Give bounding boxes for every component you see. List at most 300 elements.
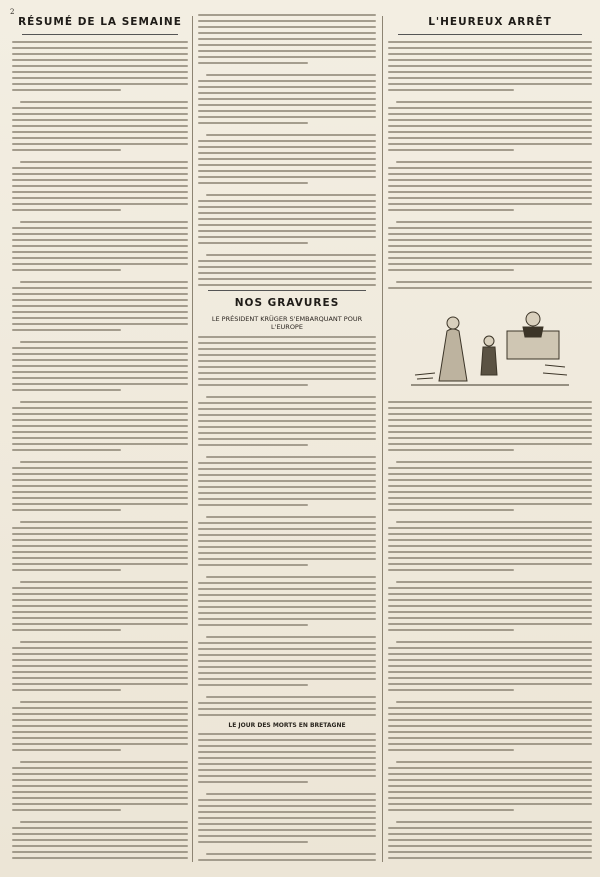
text-line bbox=[198, 44, 376, 46]
text-line bbox=[12, 773, 188, 775]
text-line bbox=[388, 527, 592, 529]
text-line bbox=[198, 552, 376, 554]
text-line bbox=[388, 785, 592, 787]
text-line bbox=[198, 38, 376, 40]
text-line bbox=[12, 251, 188, 253]
text-line bbox=[198, 751, 376, 753]
text-line bbox=[198, 402, 376, 404]
text-line bbox=[388, 839, 592, 841]
text-line bbox=[388, 113, 592, 115]
text-line bbox=[388, 749, 514, 751]
text-line bbox=[198, 841, 308, 843]
text-line bbox=[12, 611, 188, 613]
text-line bbox=[12, 353, 188, 355]
text-line bbox=[388, 587, 592, 589]
text-line bbox=[12, 113, 188, 115]
text-line bbox=[198, 684, 308, 686]
text-line bbox=[388, 449, 514, 451]
text-line bbox=[388, 653, 592, 655]
story-text-bottom bbox=[388, 401, 592, 862]
text-line bbox=[388, 269, 514, 271]
text-line bbox=[388, 563, 592, 565]
text-line bbox=[198, 224, 376, 226]
text-line bbox=[198, 781, 308, 783]
text-line bbox=[12, 545, 188, 547]
text-line bbox=[12, 323, 188, 325]
text-line bbox=[198, 32, 376, 34]
text-line bbox=[198, 642, 376, 644]
text-line bbox=[198, 278, 376, 280]
engraving-subtitle-bretagne: LE JOUR DES MORTS EN BRETAGNE bbox=[228, 722, 346, 729]
text-line bbox=[388, 833, 592, 835]
column-middle bbox=[198, 14, 376, 862]
text-line bbox=[198, 152, 376, 154]
text-line bbox=[388, 467, 592, 469]
text-line bbox=[396, 761, 592, 763]
text-line bbox=[388, 827, 592, 829]
text-line bbox=[12, 539, 188, 541]
page-number: 2 bbox=[10, 8, 15, 16]
text-line bbox=[388, 779, 592, 781]
text-line bbox=[198, 769, 376, 771]
text-line bbox=[388, 77, 592, 79]
text-line bbox=[388, 137, 592, 139]
text-line bbox=[388, 107, 592, 109]
text-line bbox=[388, 557, 592, 559]
text-line bbox=[388, 539, 592, 541]
text-line bbox=[12, 827, 188, 829]
text-line bbox=[388, 431, 592, 433]
text-line bbox=[198, 486, 376, 488]
text-line bbox=[198, 26, 376, 28]
text-line bbox=[388, 545, 592, 547]
text-line bbox=[12, 47, 188, 49]
text-line bbox=[388, 143, 592, 145]
text-line bbox=[388, 263, 592, 265]
text-line bbox=[388, 89, 514, 91]
text-line bbox=[198, 20, 376, 22]
text-line bbox=[12, 257, 188, 259]
text-line bbox=[198, 122, 308, 124]
text-line bbox=[198, 648, 376, 650]
text-line bbox=[12, 605, 188, 607]
text-line bbox=[388, 473, 592, 475]
text-line bbox=[198, 492, 376, 494]
text-line bbox=[388, 479, 592, 481]
text-line bbox=[12, 851, 188, 853]
text-line bbox=[198, 588, 376, 590]
text-line bbox=[198, 805, 376, 807]
text-line bbox=[388, 497, 592, 499]
text-line bbox=[12, 443, 188, 445]
text-line bbox=[198, 384, 308, 386]
column-rule bbox=[192, 16, 193, 862]
text-line bbox=[12, 233, 188, 235]
text-line bbox=[12, 593, 188, 595]
text-line bbox=[12, 749, 121, 751]
text-line bbox=[12, 833, 188, 835]
text-line bbox=[198, 799, 376, 801]
text-line bbox=[198, 92, 376, 94]
text-line bbox=[12, 371, 188, 373]
text-line bbox=[198, 480, 376, 482]
text-line bbox=[12, 623, 188, 625]
text-line bbox=[12, 725, 188, 727]
text-line bbox=[388, 767, 592, 769]
text-line bbox=[198, 378, 376, 380]
article-text-top bbox=[198, 14, 376, 286]
text-line bbox=[198, 360, 376, 362]
text-line bbox=[198, 462, 376, 464]
text-line bbox=[388, 131, 592, 133]
text-line bbox=[12, 41, 188, 43]
text-line bbox=[198, 672, 376, 674]
text-line bbox=[198, 420, 376, 422]
text-line bbox=[20, 461, 188, 463]
text-line bbox=[388, 437, 592, 439]
text-line bbox=[198, 164, 376, 166]
text-line bbox=[12, 263, 188, 265]
text-line bbox=[388, 617, 592, 619]
text-line bbox=[388, 443, 592, 445]
text-line bbox=[12, 659, 188, 661]
text-line bbox=[388, 593, 592, 595]
text-line bbox=[388, 251, 592, 253]
text-line bbox=[396, 581, 592, 583]
section-title-gravures: NOS GRAVURES bbox=[234, 297, 340, 309]
text-line bbox=[198, 140, 376, 142]
article-text-bretagne bbox=[198, 733, 376, 862]
text-line bbox=[388, 125, 592, 127]
text-line bbox=[198, 624, 308, 626]
text-line bbox=[12, 503, 188, 505]
text-line bbox=[20, 161, 188, 163]
text-line bbox=[12, 509, 121, 511]
text-line bbox=[12, 137, 188, 139]
text-line bbox=[12, 473, 188, 475]
text-line bbox=[388, 551, 592, 553]
text-line bbox=[12, 533, 188, 535]
text-line bbox=[20, 641, 188, 643]
text-line bbox=[20, 341, 188, 343]
text-line bbox=[388, 203, 592, 205]
text-line bbox=[198, 284, 376, 286]
text-line bbox=[206, 396, 376, 398]
court-illustration bbox=[405, 297, 575, 393]
text-line bbox=[388, 665, 592, 667]
text-line bbox=[388, 797, 592, 799]
text-line bbox=[12, 491, 188, 493]
text-line bbox=[20, 581, 188, 583]
text-line bbox=[198, 606, 376, 608]
text-line bbox=[12, 779, 188, 781]
text-line bbox=[12, 107, 188, 109]
article-text-kruger bbox=[198, 336, 376, 716]
text-line bbox=[12, 59, 188, 61]
text-line bbox=[12, 305, 188, 307]
text-line bbox=[198, 342, 376, 344]
text-line bbox=[388, 53, 592, 55]
column-title: RÉSUMÉ DE LA SEMAINE bbox=[18, 16, 182, 28]
text-line bbox=[20, 701, 188, 703]
text-line bbox=[206, 576, 376, 578]
text-line bbox=[12, 179, 188, 181]
text-line bbox=[12, 737, 188, 739]
text-line bbox=[388, 845, 592, 847]
text-line bbox=[12, 599, 188, 601]
text-line bbox=[388, 611, 592, 613]
text-line bbox=[388, 227, 592, 229]
text-line bbox=[198, 829, 376, 831]
text-line bbox=[12, 437, 188, 439]
text-line bbox=[198, 230, 376, 232]
text-line bbox=[12, 653, 188, 655]
text-line bbox=[388, 725, 592, 727]
text-line bbox=[12, 377, 188, 379]
text-line bbox=[388, 809, 514, 811]
text-line bbox=[12, 245, 188, 247]
text-line bbox=[20, 521, 188, 523]
text-line bbox=[198, 158, 376, 160]
text-line bbox=[198, 745, 376, 747]
text-line bbox=[198, 763, 376, 765]
text-line bbox=[198, 80, 376, 82]
text-line bbox=[198, 98, 376, 100]
text-line bbox=[20, 221, 188, 223]
text-line bbox=[198, 348, 376, 350]
column-story bbox=[388, 14, 592, 862]
text-line bbox=[206, 636, 376, 638]
text-line bbox=[388, 425, 592, 427]
text-line bbox=[396, 521, 592, 523]
text-line bbox=[20, 401, 188, 403]
text-line bbox=[198, 708, 376, 710]
text-line bbox=[388, 803, 592, 805]
text-line bbox=[396, 701, 592, 703]
text-line bbox=[198, 714, 376, 716]
text-line bbox=[12, 173, 188, 175]
text-line bbox=[12, 713, 188, 715]
text-line bbox=[12, 209, 121, 211]
text-line bbox=[198, 733, 376, 735]
text-line bbox=[388, 197, 592, 199]
text-line bbox=[198, 14, 376, 16]
text-line bbox=[206, 516, 376, 518]
text-line bbox=[12, 293, 188, 295]
text-line bbox=[396, 221, 592, 223]
text-line bbox=[388, 65, 592, 67]
text-line bbox=[198, 612, 376, 614]
text-line bbox=[198, 86, 376, 88]
text-line bbox=[198, 823, 376, 825]
text-line bbox=[12, 767, 188, 769]
text-line bbox=[12, 809, 121, 811]
text-line bbox=[198, 110, 376, 112]
text-line bbox=[20, 281, 188, 283]
text-line bbox=[198, 242, 308, 244]
article-text-resume bbox=[12, 41, 188, 862]
text-line bbox=[388, 167, 592, 169]
text-line bbox=[12, 227, 188, 229]
text-line bbox=[198, 56, 376, 58]
text-line bbox=[12, 299, 188, 301]
text-line bbox=[12, 311, 188, 313]
text-line bbox=[206, 853, 376, 855]
text-line bbox=[12, 845, 188, 847]
court-sketch-image bbox=[405, 297, 575, 393]
text-line bbox=[388, 41, 592, 43]
text-line bbox=[12, 347, 188, 349]
engraving-subtitle: LE PRÉSIDENT KRÜGER S'EMBARQUANT POUR L'EUROPE bbox=[211, 315, 363, 331]
text-line bbox=[198, 146, 376, 148]
text-line bbox=[388, 239, 592, 241]
text-line bbox=[198, 739, 376, 741]
text-line bbox=[12, 665, 188, 667]
text-line bbox=[198, 859, 376, 861]
text-line bbox=[388, 83, 592, 85]
text-line bbox=[198, 266, 376, 268]
text-line bbox=[198, 212, 376, 214]
text-line bbox=[198, 50, 376, 52]
text-line bbox=[198, 757, 376, 759]
text-line bbox=[388, 659, 592, 661]
text-line bbox=[388, 773, 592, 775]
text-line bbox=[396, 641, 592, 643]
text-line bbox=[12, 719, 188, 721]
text-line bbox=[12, 365, 188, 367]
text-line bbox=[12, 689, 121, 691]
text-line bbox=[12, 557, 188, 559]
text-line bbox=[12, 167, 188, 169]
text-line bbox=[198, 654, 376, 656]
text-line bbox=[12, 413, 188, 415]
text-line bbox=[206, 134, 376, 136]
text-line bbox=[12, 89, 121, 91]
text-line bbox=[198, 444, 308, 446]
text-line bbox=[12, 857, 188, 859]
text-line bbox=[388, 689, 514, 691]
text-line bbox=[198, 558, 376, 560]
text-line bbox=[198, 528, 376, 530]
text-line bbox=[198, 835, 376, 837]
text-line bbox=[12, 329, 121, 331]
text-line bbox=[388, 851, 592, 853]
text-line bbox=[198, 432, 376, 434]
text-line bbox=[12, 551, 188, 553]
text-line bbox=[12, 563, 188, 565]
text-line bbox=[198, 498, 376, 500]
text-line bbox=[388, 509, 514, 511]
text-line bbox=[388, 503, 592, 505]
text-line bbox=[12, 587, 188, 589]
text-line bbox=[388, 413, 592, 415]
text-line bbox=[198, 618, 376, 620]
text-line bbox=[198, 564, 308, 566]
text-line bbox=[12, 467, 188, 469]
column-resume bbox=[12, 14, 188, 862]
text-line bbox=[206, 254, 376, 256]
text-line bbox=[198, 236, 376, 238]
text-line bbox=[12, 125, 188, 127]
text-line bbox=[198, 600, 376, 602]
text-line bbox=[388, 623, 592, 625]
text-line bbox=[388, 209, 514, 211]
text-line bbox=[388, 59, 592, 61]
text-line bbox=[388, 71, 592, 73]
text-line bbox=[12, 191, 188, 193]
text-line bbox=[388, 719, 592, 721]
text-line bbox=[198, 104, 376, 106]
text-line bbox=[12, 743, 188, 745]
text-line bbox=[198, 272, 376, 274]
text-line bbox=[388, 677, 592, 679]
text-line bbox=[388, 671, 592, 673]
text-line bbox=[12, 485, 188, 487]
text-line bbox=[12, 497, 188, 499]
text-line bbox=[198, 811, 376, 813]
text-line bbox=[388, 401, 592, 403]
text-line bbox=[12, 671, 188, 673]
text-line bbox=[206, 74, 376, 76]
column-rule bbox=[382, 16, 383, 862]
text-line bbox=[12, 131, 188, 133]
text-line bbox=[388, 149, 514, 151]
text-line bbox=[12, 203, 188, 205]
text-line bbox=[198, 426, 376, 428]
text-line bbox=[20, 821, 188, 823]
text-line bbox=[388, 569, 514, 571]
text-line bbox=[198, 354, 376, 356]
text-line bbox=[12, 731, 188, 733]
text-line bbox=[388, 233, 592, 235]
text-line bbox=[198, 372, 376, 374]
text-line bbox=[388, 533, 592, 535]
text-line bbox=[12, 149, 121, 151]
text-line bbox=[388, 647, 592, 649]
text-line bbox=[198, 414, 376, 416]
text-line bbox=[198, 200, 376, 202]
text-line bbox=[12, 383, 188, 385]
text-line bbox=[12, 527, 188, 529]
text-line bbox=[388, 707, 592, 709]
text-line bbox=[388, 713, 592, 715]
text-line bbox=[198, 678, 376, 680]
text-line bbox=[198, 182, 308, 184]
text-line bbox=[12, 647, 188, 649]
text-line bbox=[12, 197, 188, 199]
text-line bbox=[198, 702, 376, 704]
text-line bbox=[388, 605, 592, 607]
text-line bbox=[198, 775, 376, 777]
text-line bbox=[388, 491, 592, 493]
text-line bbox=[12, 407, 188, 409]
text-line bbox=[198, 336, 376, 338]
text-line bbox=[388, 407, 592, 409]
text-line bbox=[388, 485, 592, 487]
text-line bbox=[198, 218, 376, 220]
text-line bbox=[198, 116, 376, 118]
text-line bbox=[396, 461, 592, 463]
text-line bbox=[12, 839, 188, 841]
text-line bbox=[12, 707, 188, 709]
text-line bbox=[198, 546, 376, 548]
text-line bbox=[198, 366, 376, 368]
text-line bbox=[198, 260, 376, 262]
text-line bbox=[388, 179, 592, 181]
text-line bbox=[12, 419, 188, 421]
text-line bbox=[198, 176, 376, 178]
text-line bbox=[206, 456, 376, 458]
